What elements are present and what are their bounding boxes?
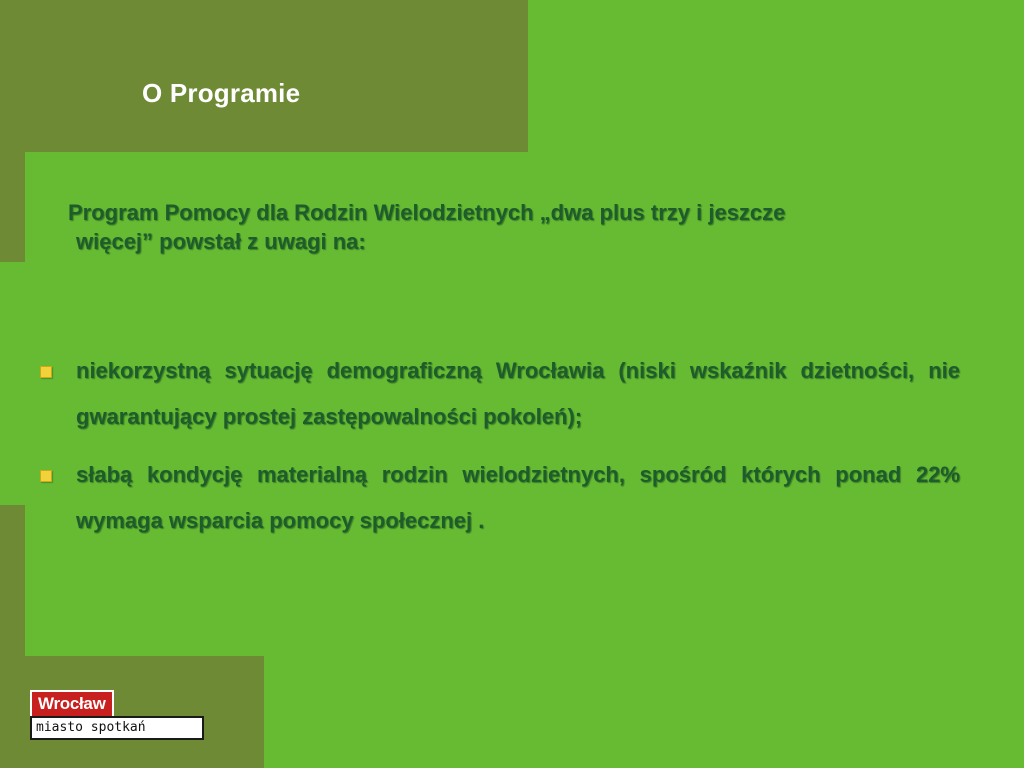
left-accent-upper	[0, 152, 25, 262]
header-block	[0, 0, 528, 152]
wroclaw-logo	[30, 690, 202, 740]
logo-tagline	[30, 716, 204, 740]
bullet-item	[38, 452, 960, 544]
square-bullet-icon	[40, 366, 52, 378]
bullet-item	[38, 348, 960, 440]
bullet-text: niekorzystną sytuację demograficzną Wrocławia (niski wskaźnik dzietności, nie gwarantujący prostej zastępowalności pokoleń);	[76, 358, 960, 429]
bullet-text: słabą kondycję materialną rodzin wielodzietnych, spośród których ponad 22% wymaga wsparcia pomocy społecznej .	[76, 462, 960, 533]
logo-city-name: Wrocław	[30, 690, 114, 718]
bullet-list	[38, 348, 960, 556]
square-bullet-icon	[40, 470, 52, 482]
intro-line-2: więcej” powstał z uwagi na:	[76, 229, 366, 254]
logo-tagline-text: miasto spotkań	[36, 718, 146, 738]
intro-text	[68, 198, 928, 256]
left-accent-lower	[0, 505, 25, 656]
slide-title: O Programie	[142, 78, 301, 108]
intro-line-1: Program Pomocy dla Rodzin Wielodzietnych „dwa plus trzy i jeszcze	[68, 200, 786, 225]
